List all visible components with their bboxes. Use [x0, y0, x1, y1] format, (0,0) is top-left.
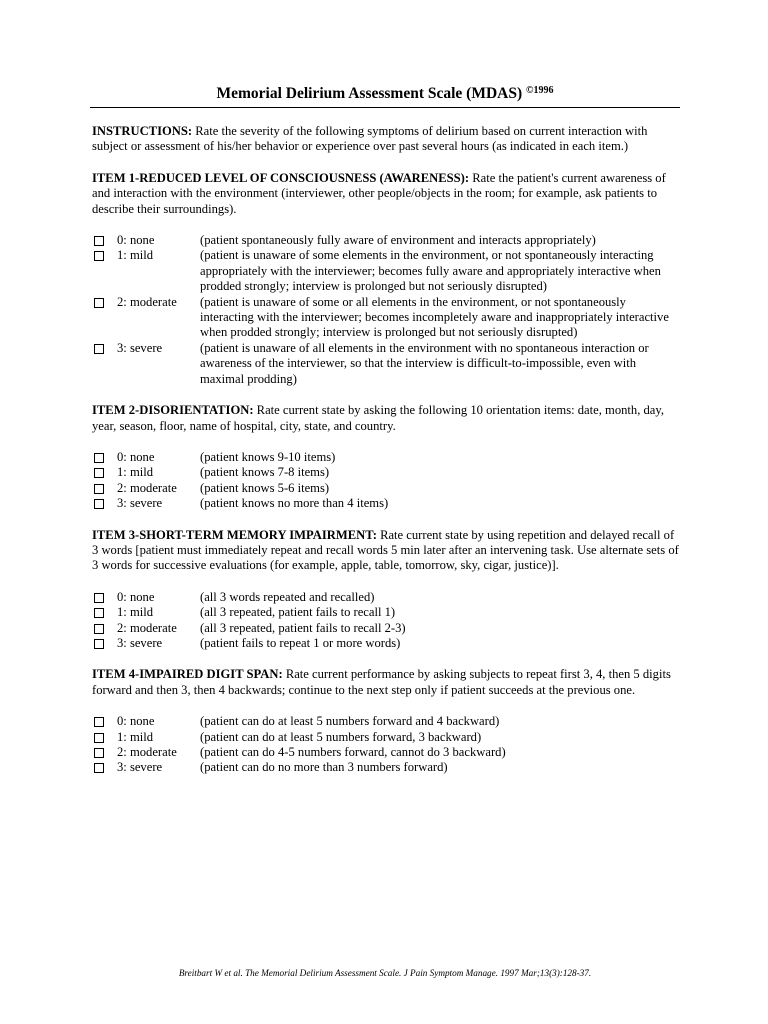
- option-description: (all 3 repeated, patient fails to recall 1): [200, 605, 396, 620]
- item-1-option-2[interactable]: [92, 295, 680, 341]
- option-level: 0: none: [117, 714, 155, 729]
- item-3-option-1[interactable]: [92, 605, 680, 620]
- item-4-question: [92, 667, 680, 698]
- checkbox[interactable]: [94, 717, 104, 727]
- item-4-option-0[interactable]: [92, 714, 680, 729]
- option-description: (all 3 repeated, patient fails to recall 2-3): [200, 620, 406, 635]
- option-level: 3: severe: [117, 760, 163, 775]
- option-level: 2: moderate: [117, 480, 177, 495]
- option-description: (patient is unaware of some elements in the environment, or not spontaneously interacting appropriately with the interviewer; becomes fully aware and appropriately interactive when prodded strongly; interview is prolonged but not seriously disrupted): [200, 248, 661, 294]
- checkbox[interactable]: [94, 344, 104, 354]
- instructions-text: Rate the severity of the following symptoms of delirium based on current interaction with subject or assessment of his/her behavior or experience over past several hours (as indicated in each item.): [92, 124, 648, 154]
- option-level: 1: mild: [117, 729, 154, 744]
- item-1-heading: ITEM 1-REDUCED LEVEL OF CONSCIOUSNESS (AWARENESS):: [92, 170, 470, 185]
- checkbox[interactable]: [94, 593, 104, 603]
- checkbox[interactable]: [94, 453, 104, 463]
- option-description: (all 3 words repeated and recalled): [200, 589, 375, 604]
- checkbox[interactable]: [94, 639, 104, 649]
- checkbox[interactable]: [94, 499, 104, 509]
- item-1-question: [92, 171, 680, 217]
- item-1-text: Rate the patient's current awareness of and interaction with the environment (interviewer, other people/objects in the room; for example, ask patients to describe their surroundings).: [92, 170, 666, 216]
- checkbox[interactable]: [94, 298, 104, 308]
- copyright-mark: ©1996: [526, 85, 554, 96]
- option-level: 0: none: [117, 233, 155, 248]
- item-2-option-3[interactable]: [92, 496, 680, 511]
- option-description: (patient can do at least 5 numbers forward and 4 backward): [200, 714, 500, 729]
- option-description: (patient knows 9-10 items): [200, 449, 336, 464]
- option-level: 2: moderate: [117, 745, 177, 759]
- title-text: Memorial Delirium Assessment Scale (MDAS): [216, 85, 523, 102]
- item-3-option-0[interactable]: [92, 590, 680, 605]
- option-description: (patient can do 4-5 numbers forward, cannot do 3 backward): [200, 745, 506, 759]
- item-2-option-1[interactable]: [92, 465, 680, 480]
- item-2-option-2[interactable]: [92, 481, 680, 496]
- option-level: 3: severe: [117, 635, 163, 650]
- checkbox[interactable]: [94, 468, 104, 478]
- item-3-option-3[interactable]: [92, 636, 680, 651]
- item-4-option-3[interactable]: [92, 760, 680, 775]
- option-description: (patient can do no more than 3 numbers forward): [200, 760, 448, 775]
- item-1-option-0[interactable]: [92, 233, 680, 248]
- checkbox[interactable]: [94, 608, 104, 618]
- citation-footer: Breitbart W et al. The Memorial Delirium Assessment Scale. J Pain Symptom Manage. 1997 Mar;13(3):128-37.: [178, 968, 592, 978]
- item-2-option-0[interactable]: [92, 450, 680, 465]
- item-3-heading: ITEM 3-SHORT-TERM MEMORY IMPAIRMENT:: [92, 527, 377, 542]
- item-4-heading: ITEM 4-IMPAIRED DIGIT SPAN:: [92, 667, 283, 682]
- option-level: 2: moderate: [117, 294, 177, 309]
- option-description: (patient is unaware of all elements in the environment with no spontaneous interaction or awareness of the interviewer, so that the interview is difficult-to-impossible, even with maximal prodding): [200, 340, 649, 386]
- item-4-text: Rate current performance by asking subjects to repeat first 3, 4, then 5 digits forward and then 3, then 4 backwards; continue to the next step only if patient succeeds at the previous one.: [92, 667, 671, 697]
- option-description: (patient can do at least 5 numbers forward, 3 backward): [200, 729, 482, 744]
- item-3-option-2[interactable]: [92, 621, 680, 636]
- title-rule: [90, 107, 680, 108]
- item-3-options: [92, 590, 680, 652]
- item-2-text: Rate current state by asking the following 10 orientation items: date, month, day, year, season, floor, name of hospital, city, state, and country.: [92, 403, 665, 433]
- checkbox[interactable]: [94, 484, 104, 494]
- option-level: 1: mild: [117, 605, 154, 620]
- checkbox[interactable]: [94, 251, 104, 261]
- option-level: 0: none: [117, 589, 155, 604]
- option-level: 3: severe: [117, 340, 163, 355]
- item-1-option-1[interactable]: [92, 248, 680, 294]
- option-description: (patient knows no more than 4 items): [200, 496, 389, 511]
- option-description: (patient is unaware of some or all elements in the environment, or not spontaneously interacting with the interviewer; becomes incompletely aware and inappropriately interactive when prodded strongly; interview is prolonged but not seriously disrupted): [200, 294, 669, 340]
- option-level: 1: mild: [117, 248, 154, 263]
- item-4-option-2[interactable]: [92, 745, 680, 760]
- option-level: 0: none: [117, 449, 155, 464]
- option-level: 3: severe: [117, 496, 163, 511]
- item-4-options: [92, 714, 680, 776]
- checkbox[interactable]: [94, 748, 104, 758]
- checkbox[interactable]: [94, 236, 104, 246]
- checkbox[interactable]: [94, 763, 104, 773]
- page-title: [90, 84, 680, 104]
- option-description: (patient knows 7-8 items): [200, 465, 330, 480]
- item-1-option-3[interactable]: [92, 341, 680, 387]
- checkbox[interactable]: [94, 733, 104, 743]
- checkbox[interactable]: [94, 624, 104, 634]
- option-level: 1: mild: [117, 465, 154, 480]
- instructions: [92, 124, 680, 155]
- item-2-options: [92, 450, 680, 512]
- instructions-label: INSTRUCTIONS:: [92, 124, 193, 138]
- item-4-option-1[interactable]: [92, 730, 680, 745]
- option-description: (patient fails to repeat 1 or more words): [200, 635, 401, 650]
- item-3-text: Rate current state by using repetition and delayed recall of 3 words [patient must immediately repeat and recall words 5 min later after an intervening task. Use alternate sets of 3 words for successive evaluations (for example, apple, table, tomorrow, sky, cigar, justice)].: [92, 527, 679, 573]
- document-body: [92, 124, 680, 792]
- option-level: 2: moderate: [117, 620, 177, 635]
- item-2-question: [92, 403, 680, 434]
- item-2-heading: ITEM 2-DISORIENTATION:: [92, 403, 254, 418]
- item-3-question: [92, 528, 680, 574]
- item-1-options: [92, 233, 680, 387]
- option-description: (patient knows 5-6 items): [200, 480, 330, 495]
- option-description: (patient spontaneously fully aware of environment and interacts appropriately): [200, 233, 596, 248]
